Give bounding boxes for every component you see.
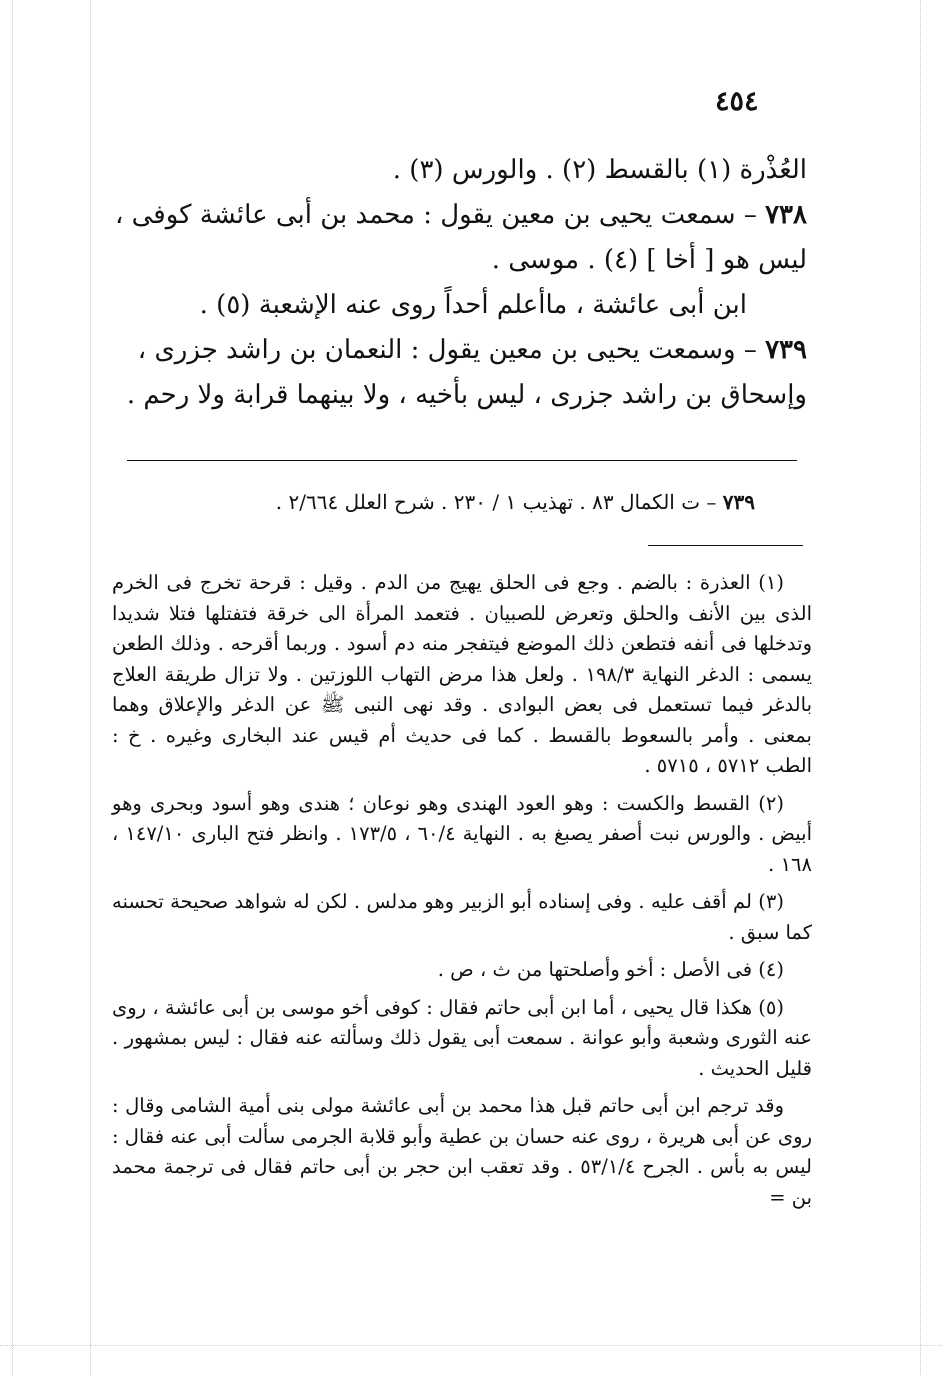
entry-738-text-1: – سمعت يحيى بن معين يقول : محمد بن أبى عائشة كوفى ، — [114, 200, 766, 230]
entry-738-line-2: ليس هو [ أخا ] (٤) . موسى . — [491, 245, 807, 275]
footnote-4: (٤) فى الأصل : أخو وأصلحتها من ث ، ص . — [437, 958, 784, 981]
entry-738-line-1 — [112, 193, 807, 238]
scan-dotted-guide-right — [920, 0, 921, 1375]
footnote-2: (٢) القسط والكست : وهو العود الهندى وهو نوعان ؛ هندى وهو أسود وبحرى وهو أبيض . والورس نبت أصفر يصبغ به . النهاية ٦٠/٤ ، ١٧٣/٥ . وانظر فتح البارى ١٤٧/١٠ ، ١٦٨ . — [112, 791, 813, 876]
footnote-1: (١) العذرة : بالضم . وجع فى الحلق يهيج من الدم . وقيل : قرحة تخرج فى الخرم الذى بين الأنف والحلق وتعرض للصبيان . فتعمد المرأة الى خرقة فتفتلها فتلا شديدا وتدخلها فى أنفه فتطعن ذلك الموضع فيتفجر منه دم أسود . وربما أقرحه . وذلك الطعن يسمى : الدغر النهاية ١٩٨/٣ . ولعل هذا مرض التهاب اللوزتين . ولا تزال طريقة العلاج بالدغر فيما تستعمل فى بعض البوادى . وقد نهى النبى ﷺ عن الدغر والإعلاق وهما بمعنى . وأمر بالسعوط بالقسط . كما فى حديث أم قيس عند البخارى وغيره . خ : الطب ٥٧١٢ ، ٥٧١٥ . — [112, 571, 812, 777]
entry-739-text-1: – وسمعت يحيى بن معين يقول : النعمان بن راشد جزرى ، — [137, 335, 766, 365]
footnote-5: (٥) هكذا قال يحيى ، أما ابن أبى حاتم فقال : كوفى أخو موسى بن أبى عائشة ، روى عنه الثورى وشعبة وأبو عوانة . سمعت أبى يقول ذلك وسألته عنه فقال : ليس بمشهور . قليل الحديث . — [112, 995, 812, 1080]
main-footnote-divider — [127, 460, 797, 461]
entry-739-line-1 — [112, 328, 807, 373]
footnotes — [112, 568, 812, 1220]
scan-dotted-guide-left — [12, 0, 13, 1375]
footnote-short-divider — [648, 545, 803, 546]
source-reference-text: – ت الكمال ٨٣ . تهذيب ١ / ٢٣٠ . شرح العلل ٢/٦٦٤ . — [275, 490, 723, 514]
entry-738-line-3: ابن أبى عائشة ، ماأعلم أحداً روى عنه الإشعبة (٥) . — [199, 290, 747, 320]
main-text — [112, 148, 807, 418]
main-line-0: العُذْرة (١) بالقسط (٢) . والورس (٣) . — [392, 155, 807, 185]
entry-738-number: ٧٣٨ — [765, 200, 807, 230]
source-reference-line — [170, 490, 755, 514]
scan-dotted-guide-bottom — [0, 1345, 942, 1346]
scan-dotted-guide-left-inner — [90, 0, 91, 1375]
page-number: ٤٥٤ — [715, 86, 759, 117]
footnote-3: (٣) لم أقف عليه . وفى إسناده أبو الزبير وهو مدلس . لكن له شواهد صحيحة تحسنه كما سبق . — [112, 890, 812, 944]
footnote-5-continued: وقد ترجم ابن أبى حاتم قبل هذا محمد بن أبى عائشة مولى بنى أمية الشامى وقال : روى عن أبى هريرة ، روى عنه حسان بن عطية وأبو قلابة الجرمى سألت أبى عنه فقال : ليس به بأس . الجرح ٥٣/١/٤ . وقد تعقب ابن حجر بن أبى حاتم فقال فى ترجمة محمد بن = — [112, 1094, 813, 1209]
entry-739-line-2: وإسحاق بن راشد جزرى ، ليس بأخيه ، ولا بينهما قرابة ولا رحم . — [126, 380, 807, 410]
source-entry-number: ٧٣٩ — [722, 490, 755, 514]
entry-739-number: ٧٣٩ — [765, 335, 807, 365]
